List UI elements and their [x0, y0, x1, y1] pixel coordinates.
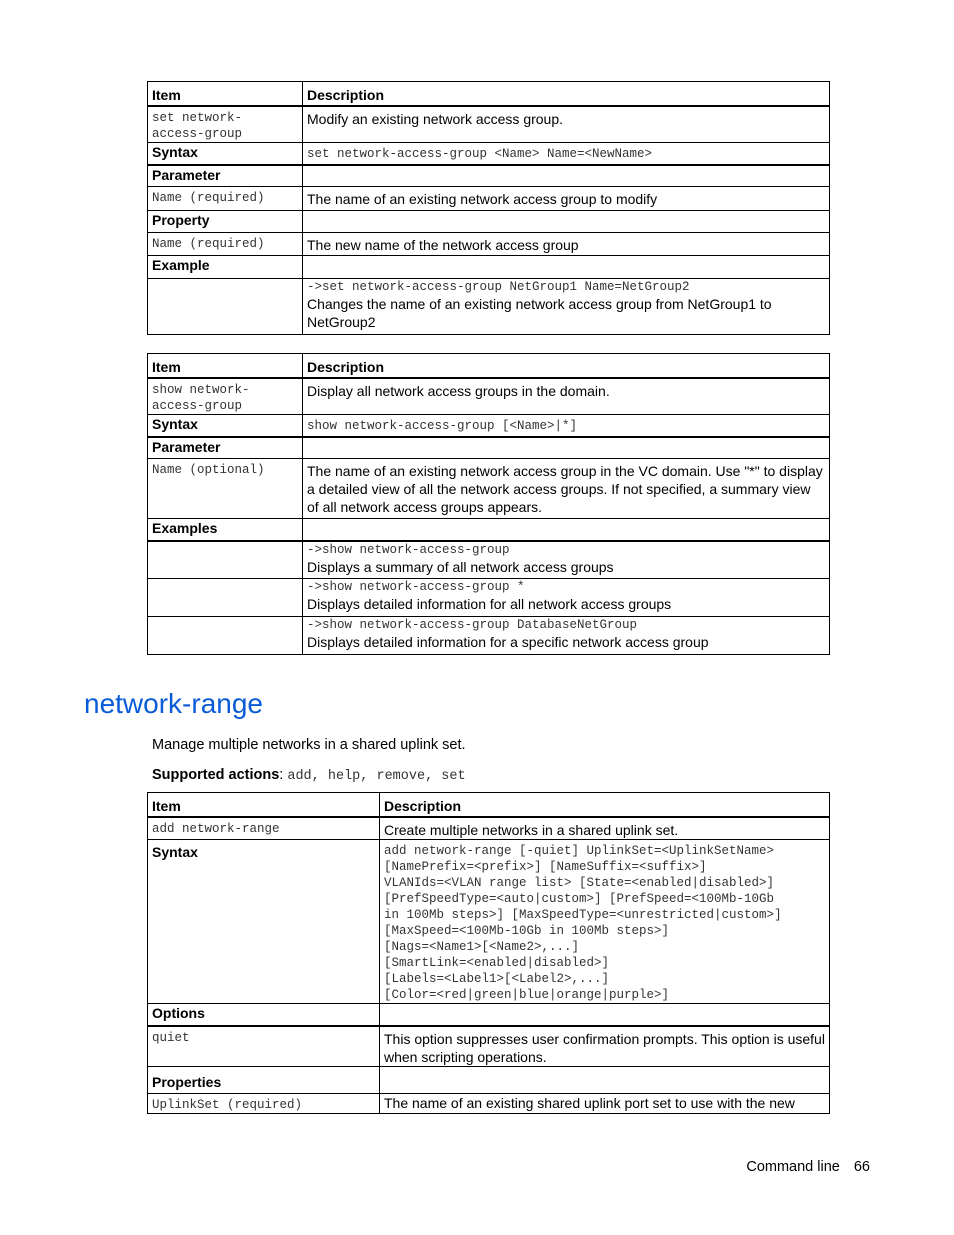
example-cell [303, 279, 830, 335]
parameter-name: Name (optional) [148, 459, 303, 519]
empty-cell [148, 617, 303, 655]
syntax-line: [SmartLink=<enabled|disabled>] [384, 956, 610, 970]
property-name: Name (required) [148, 233, 303, 256]
syntax-line: in 100Mb steps>] [MaxSpeedType=<unrestricted|custom>] [384, 908, 782, 922]
example-description: Displays detailed information for a specific network access group [307, 634, 709, 650]
syntax-label: Syntax [148, 415, 303, 437]
parameter-description: The name of an existing network access group to modify [303, 187, 830, 211]
empty-cell [380, 1066, 830, 1093]
column-header-item: Item [148, 82, 303, 107]
add-network-range-table [147, 792, 830, 1114]
command-name: show network- access-group [148, 378, 303, 415]
examples-label: Examples [148, 519, 303, 541]
syntax-text [380, 840, 830, 1004]
syntax-label: Syntax [148, 143, 303, 165]
column-header-item: Item [148, 793, 380, 818]
show-network-access-group-table [147, 353, 830, 655]
example-code: ->show network-access-group [307, 542, 510, 557]
syntax-line: [MaxSpeed=<100Mb-10Gb in 100Mb steps>] [384, 924, 670, 938]
command-description: Display all network access groups in the domain. [303, 378, 830, 415]
example-description: Changes the name of an existing network access group from NetGroup1 to NetGroup2 [307, 296, 772, 330]
property-description: The name of an existing shared uplink port set to use with the new [380, 1093, 830, 1113]
syntax-line: add network-range [-quiet] UplinkSet=<UplinkSetName> [384, 844, 775, 858]
column-header-description: Description [303, 82, 830, 107]
example-description: Displays a summary of all network access groups [307, 558, 614, 575]
property-description: The new name of the network access group [303, 233, 830, 256]
example-code: ->show network-access-group * [307, 580, 525, 594]
parameter-label: Parameter [148, 165, 303, 187]
syntax-line: [Labels=<Label1>[<Label2>,...] [384, 972, 610, 986]
empty-cell [303, 256, 830, 279]
syntax-line: [NamePrefix=<prefix>] [NameSuffix=<suffix>] [384, 860, 707, 874]
page-number: 66 [853, 1159, 870, 1175]
command-name: add network-range [148, 817, 380, 840]
syntax-line: [Nags=<Name1>[<Name2>,...] [384, 940, 580, 954]
syntax-label: Syntax [148, 840, 380, 1004]
empty-cell [303, 165, 830, 187]
empty-cell [303, 519, 830, 541]
column-header-description: Description [303, 354, 830, 379]
property-label: Property [148, 211, 303, 233]
empty-cell [148, 579, 303, 617]
empty-cell [148, 279, 303, 335]
example-code: ->show network-access-group DatabaseNetGroup [307, 618, 638, 632]
supported-actions-separator: : [279, 767, 288, 783]
command-description: Create multiple networks in a shared uplink set. [380, 817, 830, 840]
example-cell [303, 541, 830, 579]
section-title: network-range [84, 688, 263, 719]
property-name: UplinkSet (required) [148, 1093, 380, 1113]
parameter-label: Parameter [148, 437, 303, 459]
properties-label: Properties [148, 1066, 380, 1093]
column-header-description: Description [380, 793, 830, 818]
example-description: Displays detailed information for all network access groups [307, 596, 672, 612]
syntax-text: set network-access-group <Name> Name=<NewName> [303, 143, 830, 165]
syntax-text: show network-access-group [<Name>|*] [303, 415, 830, 437]
example-label: Example [148, 256, 303, 279]
example-cell [303, 579, 830, 617]
parameter-name: Name (required) [148, 187, 303, 211]
syntax-line: [Color=<red|green|blue|orange|purple>] [384, 988, 670, 1002]
empty-cell [148, 541, 303, 579]
syntax-line: [PrefSpeedType=<auto|custom>] [PrefSpeed=<100Mb-10Gb [384, 892, 775, 906]
empty-cell [380, 1004, 830, 1026]
parameter-description: The name of an existing network access group in the VC domain. Use "*" to display a detailed view of all the network access groups. If not specified, a summary view of all network access groups appears. [303, 459, 830, 519]
supported-actions-label: Supported actions [152, 767, 280, 783]
empty-cell [303, 437, 830, 459]
option-name: quiet [148, 1026, 380, 1067]
option-description: This option suppresses user confirmation prompts. This option is useful when scripting operations. [380, 1026, 830, 1067]
footer-section-name: Command line [746, 1159, 840, 1175]
supported-actions-list: add, help, remove, set [287, 769, 466, 784]
syntax-line: VLANIds=<VLAN range list> [State=<enabled|disabled>] [384, 876, 775, 890]
column-header-item: Item [148, 354, 303, 379]
supported-actions [152, 767, 466, 785]
example-cell [303, 617, 830, 655]
page-footer [746, 1159, 870, 1175]
command-description: Modify an existing network access group. [303, 106, 830, 143]
command-name: set network- access-group [148, 106, 303, 143]
options-label: Options [148, 1004, 380, 1026]
section-intro: Manage multiple networks in a shared uplink set. [152, 737, 466, 753]
empty-cell [303, 211, 830, 233]
example-code: ->set network-access-group NetGroup1 Name=NetGroup2 [307, 280, 690, 294]
set-network-access-group-table [147, 81, 830, 335]
